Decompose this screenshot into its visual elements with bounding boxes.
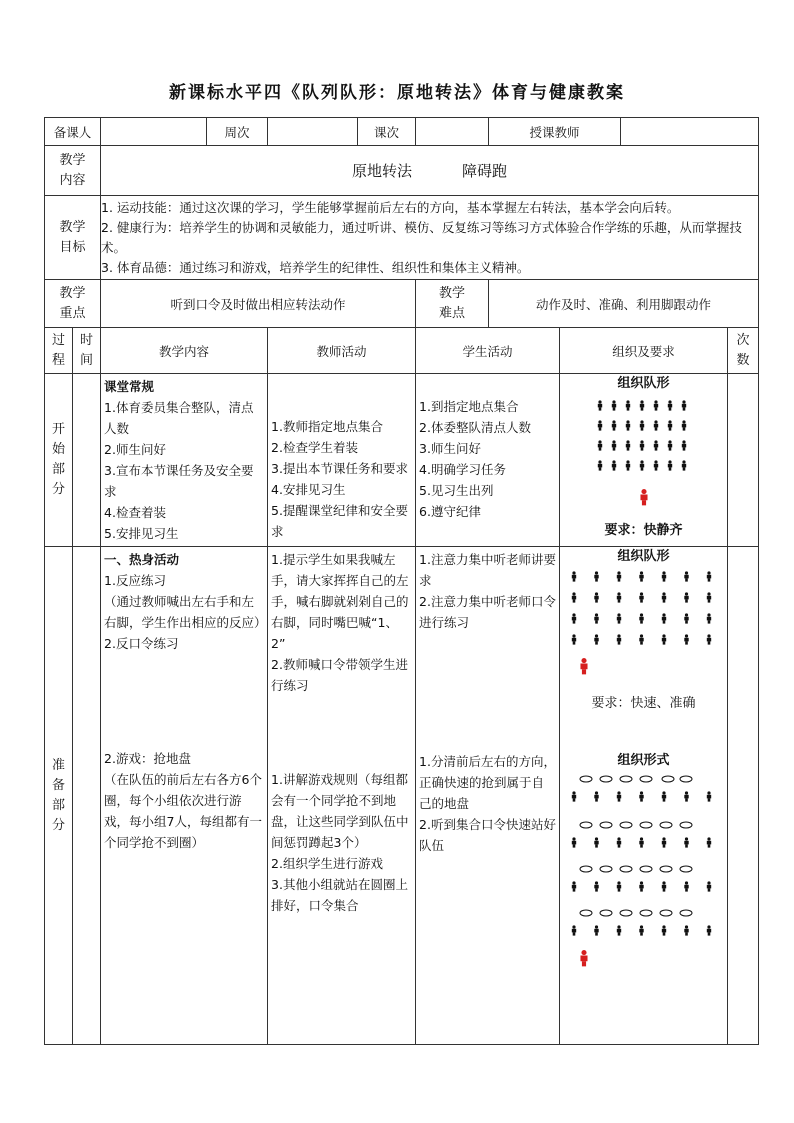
prep-teacher-item: 1.讲解游戏规则（每组都会有一个同学抢不到地盘，让这些同学到队伍中间惩罚蹲起3个） (271, 772, 409, 850)
start-content-item: 3.宣布本节课任务及安全要求 (104, 463, 254, 499)
start-teacher-item: 2.检查学生着装 (271, 440, 358, 455)
hoop-circle (640, 866, 652, 872)
hoop-circle (580, 910, 592, 916)
prep-student (416, 547, 560, 1045)
student-figure (598, 420, 602, 430)
col-times (728, 328, 759, 374)
student-figure (682, 460, 686, 470)
prep-org (560, 547, 728, 1045)
hoop-circle (620, 910, 632, 916)
content-row (45, 146, 759, 196)
student-figure (639, 613, 643, 623)
teacher-value (621, 118, 759, 146)
hoop-circle (660, 910, 672, 916)
student-figure (662, 791, 666, 801)
prep-formation-diagram (560, 567, 728, 683)
col-process (45, 328, 73, 374)
student-figure (594, 613, 598, 623)
content-label-text: 教学内容 (59, 152, 86, 188)
prep-content-item: （在队伍的前后左右各方6个圈，每个小组依次进行游戏，每小组7人，每组都有一个同学抢不到圈） (104, 772, 262, 850)
student-figure (668, 440, 672, 450)
student-figure (626, 440, 630, 450)
student-figure (707, 881, 711, 891)
student-figure (612, 400, 616, 410)
start-teacher-item: 3.提出本节课任务和要求 (271, 461, 408, 476)
student-figure (684, 791, 688, 801)
hoop-circle (680, 910, 692, 916)
prep-content-item: （通过教师喊出左右手和左右脚，学生作出相应的反应） (104, 594, 267, 630)
student-figure (707, 925, 711, 935)
student-figure (662, 571, 666, 581)
student-figure (572, 613, 576, 623)
page-title: 新课标水平四《队列队形：原地转法》体育与健康教案 (169, 83, 625, 103)
hoop-circle (662, 776, 674, 782)
student-figure (572, 791, 576, 801)
prep-student-item: 2.注意力集中听老师口令进行练习 (419, 594, 556, 630)
student-figure (654, 420, 658, 430)
student-figure (572, 925, 576, 935)
student-figure (598, 460, 602, 470)
student-figure (654, 400, 658, 410)
student-figure (572, 634, 576, 644)
student-figure (662, 925, 666, 935)
start-teacher (268, 374, 416, 547)
teacher-label: 授课教师 (489, 118, 621, 146)
teacher-figure (580, 950, 587, 966)
student-figure (684, 592, 688, 602)
student-figure (594, 881, 598, 891)
start-org (560, 374, 728, 547)
student-figure (617, 881, 621, 891)
hoop-circle (620, 776, 632, 782)
prep-label: 备课人 (45, 118, 101, 146)
student-figure (684, 613, 688, 623)
student-figure (639, 791, 643, 801)
lesson-label: 课次 (358, 118, 416, 146)
student-figure (639, 592, 643, 602)
goals-row (45, 196, 759, 280)
prep-org-title: 组织队形 (617, 549, 670, 564)
hoop-circle (660, 866, 672, 872)
prep-content (101, 547, 268, 1045)
student-figure (594, 925, 598, 935)
student-figure (617, 571, 621, 581)
teacher-figure (580, 950, 587, 966)
hoop-circle (580, 776, 592, 782)
content-item-2: 障碍跑 (462, 162, 508, 180)
diff-value: 动作及时、准确、利用脚跟动作 (489, 280, 759, 328)
start-section-row (45, 374, 759, 547)
student-figure (682, 440, 686, 450)
goal-line: 2. 健康行为：培养学生的协调和灵敏能力，通过听讲、模仿、反复练习等练习方式体验合作学练的乐趣，从而掌握技术。 (101, 219, 742, 255)
student-figure (617, 837, 621, 847)
student-figure (662, 613, 666, 623)
student-figure (684, 571, 688, 581)
start-student-item: 3.师生问好 (419, 441, 481, 456)
hoop-circle (600, 910, 612, 916)
prep-teacher-item: 2.教师喊口令带领学生进行练习 (271, 657, 408, 693)
lesson-plan-table (44, 117, 759, 1045)
student-figure (594, 571, 598, 581)
hoop-circle (600, 866, 612, 872)
student-figure (612, 420, 616, 430)
student-figure (707, 837, 711, 847)
hoop-circle (600, 822, 612, 828)
hoop-circle (620, 866, 632, 872)
student-figure (639, 634, 643, 644)
student-figure (626, 460, 630, 470)
student-figure (654, 460, 658, 470)
student-figure (654, 440, 658, 450)
start-times (728, 374, 759, 547)
student-figure (662, 837, 666, 847)
start-student-item: 4.明确学习任务 (419, 462, 506, 477)
start-time (73, 374, 101, 547)
goals-label (45, 196, 101, 280)
goals-label-text: 教学目标 (59, 219, 86, 255)
student-figure (707, 634, 711, 644)
start-label (45, 374, 73, 547)
prep-teacher (268, 547, 416, 1045)
start-student-item: 5.见习生出列 (419, 483, 494, 498)
student-figure (598, 440, 602, 450)
student-figure (662, 881, 666, 891)
start-teacher-item: 5.提醒课堂纪律和安全要求 (271, 503, 408, 539)
start-org-requirement: 要求：快静齐 (604, 523, 683, 538)
goals-value (101, 196, 759, 280)
prep-section-row (45, 547, 759, 1045)
teacher-figure (640, 489, 647, 505)
start-teacher-item: 4.安排见习生 (271, 482, 346, 497)
key-label-text: 教学重点 (59, 285, 86, 321)
student-figure (572, 592, 576, 602)
student-figure (612, 460, 616, 470)
prep-teacher-item: 1.提示学生如果我喊左手，请大家挥挥自己的左手，喊右脚就剁剁自己的右脚，同时嘴巴喊“1、2” (271, 552, 409, 651)
game-formation-diagram (560, 771, 728, 971)
student-figure (594, 634, 598, 644)
start-content-title: 课堂常规 (104, 379, 155, 394)
start-teacher-item: 1.教师指定地点集合 (271, 419, 383, 434)
student-figure (572, 837, 576, 847)
content-item-1: 原地转法 (352, 162, 413, 180)
start-org-title: 组织队形 (617, 376, 670, 391)
column-header-row (45, 328, 759, 374)
prep-teacher-item: 2.组织学生进行游戏 (271, 856, 383, 871)
student-figure (639, 571, 643, 581)
header-row (45, 118, 759, 146)
week-label: 周次 (207, 118, 268, 146)
student-figure (682, 400, 686, 410)
key-label (45, 280, 101, 328)
hoop-circle (620, 822, 632, 828)
hoop-circle (580, 822, 592, 828)
hoop-circle (580, 866, 592, 872)
student-figure (684, 837, 688, 847)
prep-label (45, 547, 73, 1045)
hoop-circle (600, 776, 612, 782)
goal-line: 1. 运动技能：通过这次课的学习，学生能够掌握前后左右的方向，基本掌握左右转法，基本学会向后转。 (101, 199, 680, 215)
student-figure (612, 440, 616, 450)
student-figure (639, 837, 643, 847)
prep-teacher-item: 3.其他小组就站在圆圈上排好，口令集合 (271, 877, 408, 913)
student-figure (639, 881, 643, 891)
start-label-text: 开始部分 (51, 422, 65, 497)
col-org: 组织及要求 (560, 328, 728, 374)
col-student: 学生活动 (416, 328, 560, 374)
student-figure (682, 420, 686, 430)
hoop-circle (660, 822, 672, 828)
student-figure (617, 592, 621, 602)
student-grid (572, 571, 711, 644)
student-figure (707, 613, 711, 623)
teacher-figure (580, 658, 587, 674)
student-figure (640, 440, 644, 450)
prep-student-item: 1.注意力集中听老师讲要求 (419, 552, 556, 588)
prep-student-item: 1.分清前后左右的方向，正确快速的抢到属于自己的地盘 (419, 754, 556, 811)
student-figure (617, 925, 621, 935)
teacher-figure (640, 489, 647, 505)
student-figure (594, 592, 598, 602)
diff-label (416, 280, 489, 328)
start-formation-diagram (560, 394, 728, 516)
hoop-circle (640, 910, 652, 916)
student-figure (594, 791, 598, 801)
student-figure (640, 420, 644, 430)
student-grid (598, 400, 686, 470)
prep-content-item: 2.游戏：抢地盘 (104, 751, 191, 766)
focus-row (45, 280, 759, 328)
content-label (45, 146, 101, 196)
prep-content-title: 一、热身活动 (104, 552, 180, 567)
col-time-text: 时间 (79, 332, 93, 368)
student-figure (572, 881, 576, 891)
start-student-item: 1.到指定地点集合 (419, 399, 519, 414)
diff-label-text: 教学难点 (439, 285, 466, 321)
start-content-item: 2.师生问好 (104, 442, 166, 457)
student-figure (707, 592, 711, 602)
student-figure (668, 420, 672, 430)
hoop-circle (640, 776, 652, 782)
student-figure (684, 925, 688, 935)
start-student (416, 374, 560, 547)
student-figure (640, 400, 644, 410)
student-figure (617, 634, 621, 644)
col-time (73, 328, 101, 374)
student-figure (617, 613, 621, 623)
game-grid (572, 776, 711, 936)
col-times-text: 次数 (736, 332, 750, 368)
student-figure (598, 400, 602, 410)
hoop-circle (680, 822, 692, 828)
student-figure (572, 571, 576, 581)
start-content (101, 374, 268, 547)
student-figure (626, 400, 630, 410)
prep-org-requirement: 要求：快速、准确 (591, 696, 696, 711)
student-figure (707, 571, 711, 581)
student-figure (662, 634, 666, 644)
prep-label-text: 准备部分 (51, 757, 65, 833)
col-content: 教学内容 (101, 328, 268, 374)
prep-time (73, 547, 101, 1045)
key-value: 听到口令及时做出相应转法动作 (101, 280, 416, 328)
student-figure (684, 634, 688, 644)
student-figure (626, 420, 630, 430)
start-content-item: 1.体育委员集合整队，清点人数 (104, 400, 254, 436)
week-value (268, 118, 358, 146)
start-content-item: 5.安排见习生 (104, 526, 179, 541)
hoop-circle (680, 866, 692, 872)
student-figure (639, 925, 643, 935)
col-teacher: 教师活动 (268, 328, 416, 374)
prep-value (101, 118, 207, 146)
col-process-text: 过程 (51, 332, 65, 368)
content-value (101, 146, 759, 196)
start-student-item: 2.体委整队清点人数 (419, 420, 531, 435)
student-figure (668, 400, 672, 410)
student-figure (684, 881, 688, 891)
student-figure (640, 460, 644, 470)
teacher-figure (580, 658, 587, 674)
student-figure (594, 837, 598, 847)
prep-org-title-2: 组织形式 (617, 753, 670, 768)
hoop-circle (640, 822, 652, 828)
prep-times (728, 547, 759, 1045)
lesson-value (416, 118, 489, 146)
student-figure (668, 460, 672, 470)
hoop-circle (680, 776, 692, 782)
prep-content-item: 1.反应练习 (104, 573, 166, 588)
student-figure (617, 791, 621, 801)
start-student-item: 6.遵守纪律 (419, 504, 481, 519)
goal-line: 3. 体育品德：通过练习和游戏，培养学生的纪律性、组织性和集体主义精神。 (101, 259, 530, 275)
prep-content-item: 2.反口令练习 (104, 636, 179, 651)
start-content-item: 4.检查着装 (104, 505, 166, 520)
student-figure (707, 791, 711, 801)
prep-student-item: 2.听到集合口令快速站好队伍 (419, 817, 556, 853)
student-figure (662, 592, 666, 602)
